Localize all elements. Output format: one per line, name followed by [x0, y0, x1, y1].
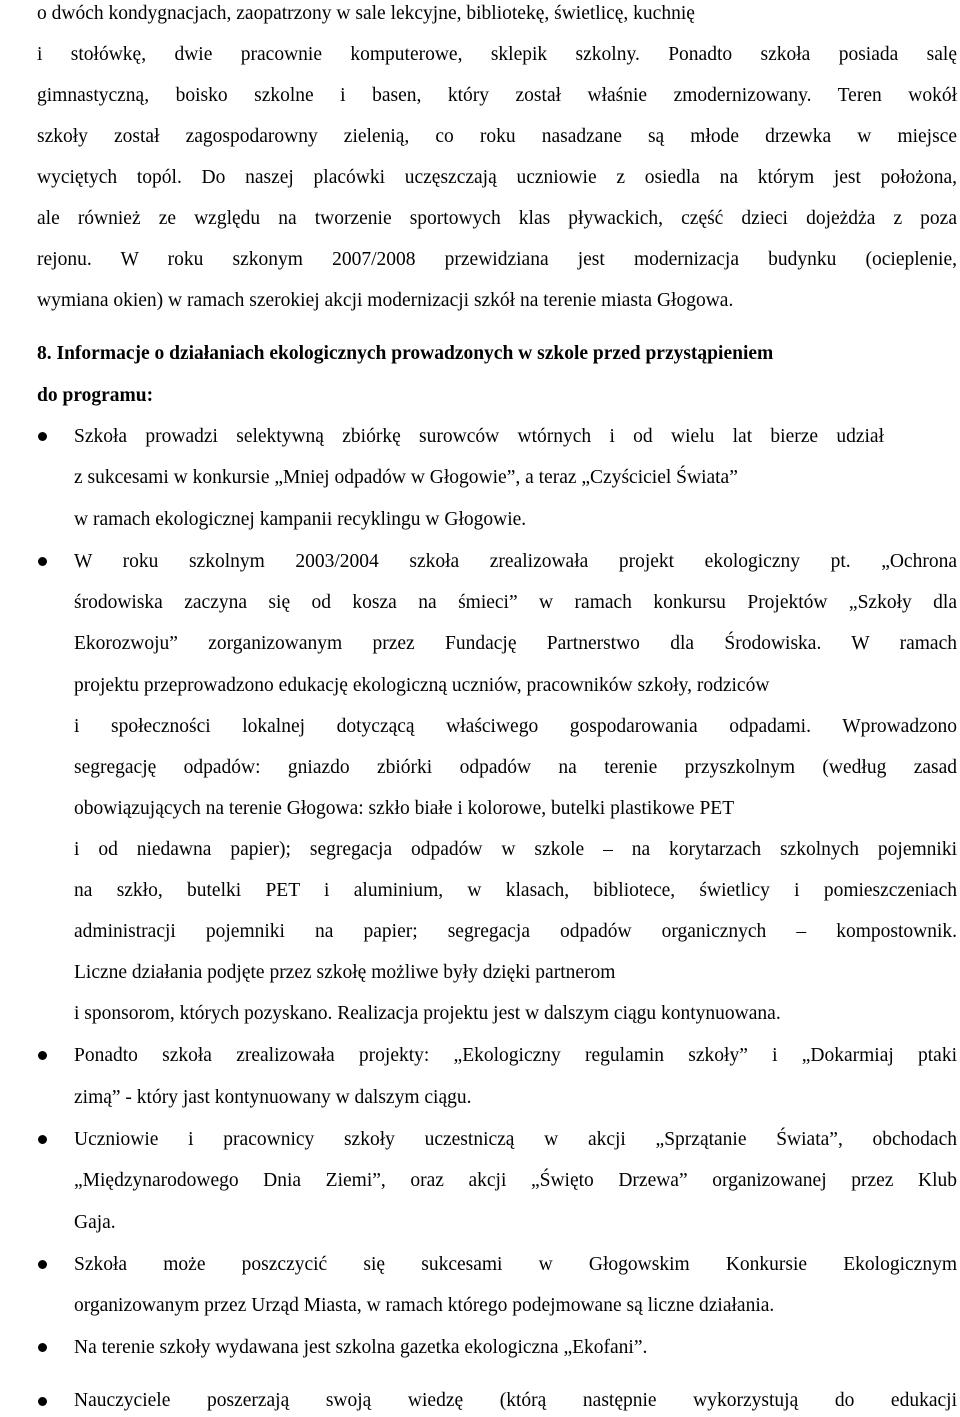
text-line: „Międzynarodowego Dnia Ziemi”, oraz akcji „Święto Drzewa” organizowanej przez Klub [74, 1170, 957, 1191]
bullet-icon [38, 1397, 47, 1406]
text-line: segregację odpadów: gniazdo zbiórki odpadów na terenie przyszkolnym (według zasad [74, 757, 957, 778]
bullet-icon [38, 1135, 47, 1144]
bullet-icon [38, 432, 47, 441]
text-line: Szkoła może poszczycić się sukcesami w Głogowskim Konkursie Ekologicznym [74, 1254, 957, 1275]
text-line: projektu przeprowadzono edukację ekologiczną uczniów, pracowników szkoły, rodziców [74, 675, 770, 696]
text-line: wymiana okien) w ramach szerokiej akcji modernizacji szkół na terenie miasta Głogowa. [37, 290, 734, 311]
text-line: w ramach ekologicznej kampanii recyklingu w Głogowie. [74, 509, 527, 530]
text-line: organizowanym przez Urząd Miasta, w ramach którego podejmowane są liczne działania. [74, 1295, 775, 1316]
text-line: Ekorozwoju” zorganizowanym przez Fundację Partnerstwo dla Środowiska. W ramach [74, 633, 957, 654]
text-line: i stołówkę, dwie pracownie komputerowe, sklepik szkolny. Ponadto szkoła posiada salę [37, 44, 957, 65]
bullet-icon [38, 1260, 47, 1269]
text-line: i od niedawna papier); segregacja odpadów w szkole – na korytarzach szkolnych pojemniki [74, 839, 957, 860]
text-line: środowiska zaczyna się od kosza na śmieci” w ramach konkursu Projektów „Szkoły dla [74, 592, 957, 613]
heading-line: 8. Informacje o działaniach ekologicznych prowadzonych w szkole przed przystąpieniem [37, 343, 774, 364]
text-line: o dwóch kondygnacjach, zaopatrzony w sale lekcyjne, bibliotekę, świetlicę, kuchnię [37, 3, 695, 24]
text-line: Na terenie szkoły wydawana jest szkolna gazetka ekologiczna „Ekofani”. [74, 1337, 648, 1358]
text-line: rejonu. W roku szkonym 2007/2008 przewidziana jest modernizacja budynku (ocieplenie, [37, 249, 957, 270]
bullet-icon [38, 557, 47, 566]
text-line: z sukcesami w konkursie „Mniej odpadów w Głogowie”, a teraz „Czyściciel Świata” [74, 467, 738, 488]
heading-line: do programu: [37, 385, 154, 406]
text-line: Liczne działania podjęte przez szkołę możliwe były dzięki partnerom [74, 962, 616, 983]
text-line: zimą” - który jast kontynuowany w dalszym ciągu. [74, 1087, 472, 1108]
text-line: Gaja. [74, 1212, 116, 1233]
bullet-icon [38, 1343, 47, 1352]
text-line: gimnastyczną, boisko szkolne i basen, który został właśnie zmodernizowany. Teren wokół [37, 85, 957, 106]
text-line: i sponsorom, których pozyskano. Realizacja projektu jest w dalszym ciągu kontynuowana. [74, 1003, 781, 1024]
text-line: i społeczności lokalnej dotyczącą właściwego gospodarowania odpadami. Wprowadzono [74, 716, 957, 737]
text-line: ale również ze względu na tworzenie sportowych klas pływackich, część dzieci dojeżdża z poza [37, 208, 957, 229]
text-line: Nauczyciele poszerzają swoją wiedzę (którą następnie wykorzystują do edukacji [74, 1390, 957, 1411]
text-line: Ponadto szkoła zrealizowała projekty: „Ekologiczny regulamin szkoły” i „Dokarmiaj ptaki [74, 1045, 957, 1066]
text-line: szkoły został zagospodarowny zielenią, co roku nasadzane są młode drzewka w miejsce [37, 126, 957, 147]
text-line: administracji pojemniki na papier; segregacja odpadów organicznych – kompostownik. [74, 921, 957, 942]
text-line: Uczniowie i pracownicy szkoły uczestniczą w akcji „Sprzątanie Świata”, obchodach [74, 1129, 957, 1150]
bullet-icon [38, 1051, 47, 1060]
text-line: obowiązujących na terenie Głogowa: szkło białe i kolorowe, butelki plastikowe PET [74, 798, 735, 819]
text-line: na szkło, butelki PET i aluminium, w klasach, bibliotece, świetlicy i pomieszczeniach [74, 880, 957, 901]
text-line: W roku szkolnym 2003/2004 szkoła zrealizowała projekt ekologiczny pt. „Ochrona [74, 551, 957, 572]
text-line: Szkoła prowadzi selektywną zbiórkę surowców wtórnych i od wielu lat bierze udział [74, 426, 884, 447]
text-line: wyciętych topól. Do naszej placówki uczęszczają uczniowie z osiedla na którym jest położona, [37, 167, 957, 188]
